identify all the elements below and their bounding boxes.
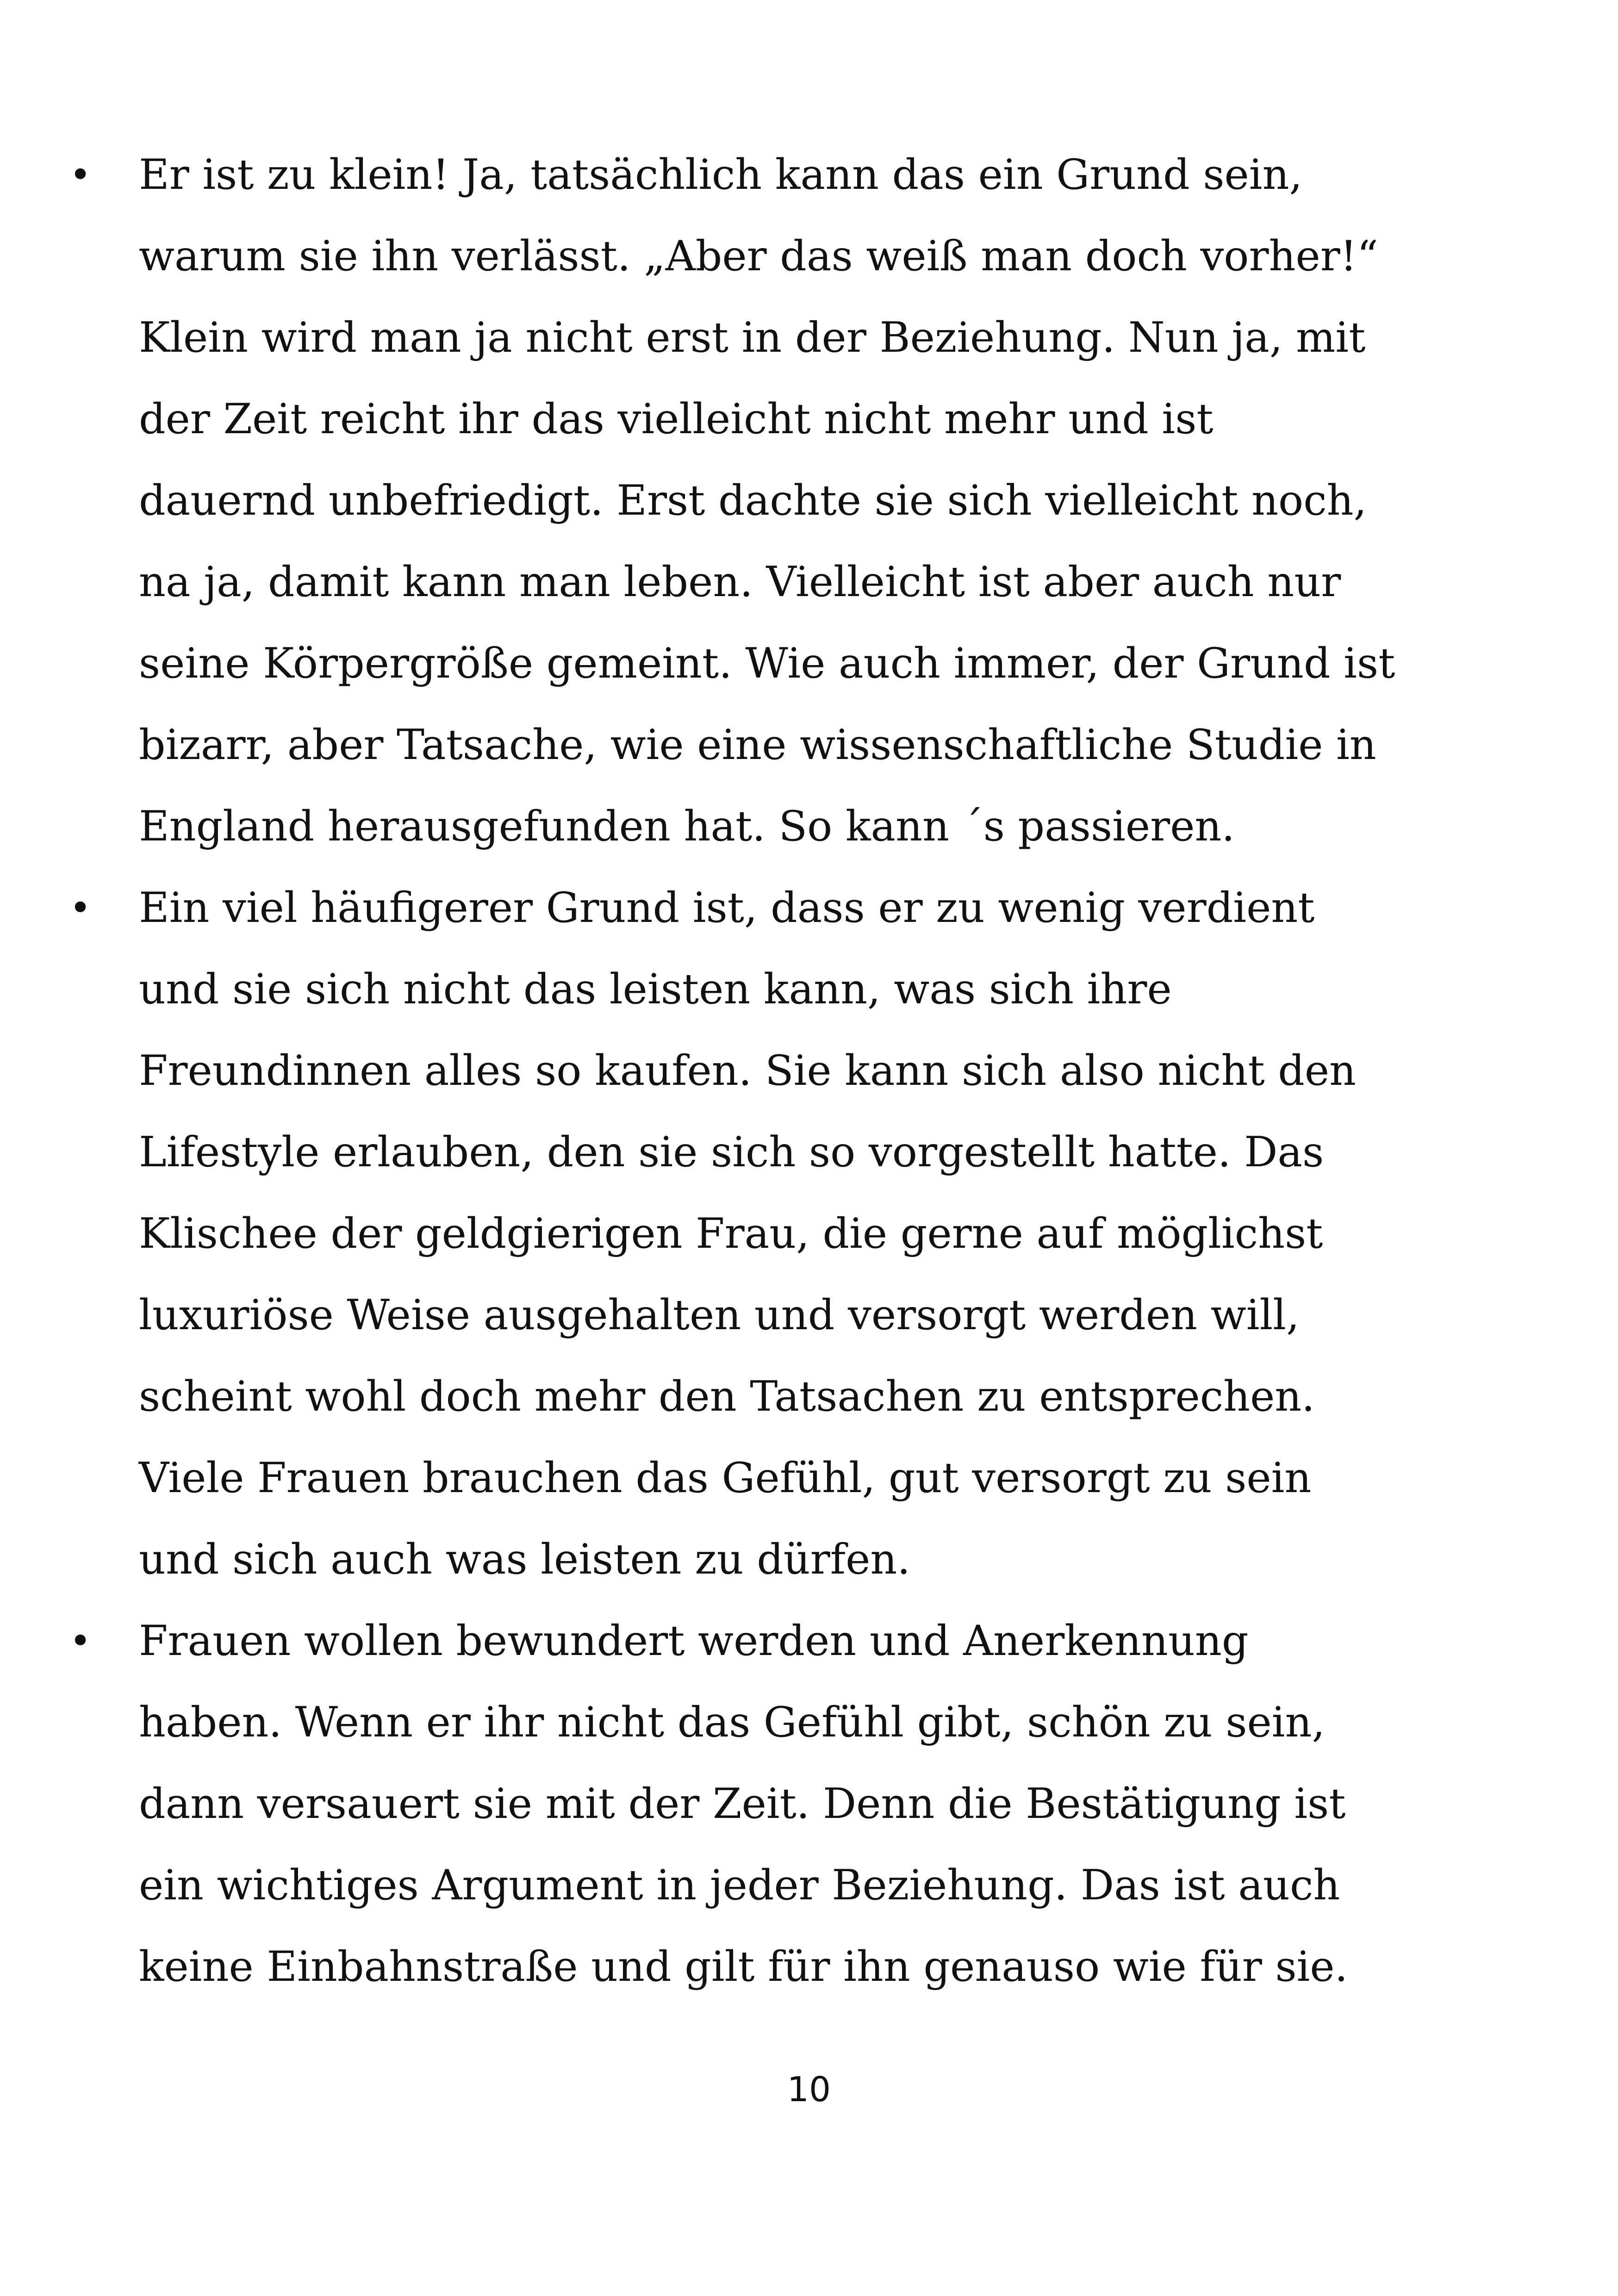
text-line: Er ist zu klein! Ja, tatsächlich kann das ein Grund sein,	[139, 150, 1303, 199]
text-line: seine Körpergröße gemeint. Wie auch immer, der Grund ist	[139, 639, 1395, 688]
text-line: Frauen wollen bewundert werden und Anerkennung	[139, 1617, 1249, 1665]
text-line: na ja, damit kann man leben. Vielleicht ist aber auch nur	[139, 558, 1341, 606]
text-line: Klischee der geldgierigen Frau, die gerne auf möglichst	[139, 1209, 1323, 1258]
bullet-item-1	[69, 134, 1518, 867]
bullet-paragraph-1	[139, 134, 1518, 867]
text-line: Freundinnen alles so kaufen. Sie kann sich also nicht den	[139, 1046, 1357, 1095]
text-line: und sie sich nicht das leisten kann, was sich ihre	[139, 965, 1172, 1014]
text-line: England herausgefunden hat. So kann ´s passieren.	[139, 802, 1235, 851]
bullet-list	[69, 134, 1518, 2008]
text-line: Lifestyle erlauben, den sie sich so vorgestellt hatte. Das	[139, 1128, 1324, 1176]
bullet-paragraph-3	[139, 1600, 1518, 2008]
text-line: dauernd unbefriedigt. Erst dachte sie sich vielleicht noch,	[139, 476, 1367, 525]
text-line: scheint wohl doch mehr den Tatsachen zu entsprechen.	[139, 1372, 1315, 1421]
text-line: haben. Wenn er ihr nicht das Gefühl gibt, schön zu sein,	[139, 1698, 1326, 1747]
text-line: warum sie ihn verlässt. „Aber das weiß man doch vorher!“	[139, 232, 1378, 280]
text-line: Klein wird man ja nicht erst in der Beziehung. Nun ja, mit	[139, 313, 1366, 362]
text-line: Viele Frauen brauchen das Gefühl, gut versorgt zu sein	[139, 1454, 1312, 1502]
text-line: bizarr, aber Tatsache, wie eine wissenschaftliche Studie in	[139, 721, 1376, 769]
page-number: 10	[787, 2070, 831, 2109]
text-line: keine Einbahnstraße und gilt für ihn genauso wie für sie.	[139, 1942, 1348, 1991]
text-line: ein wichtiges Argument in jeder Beziehung. Das ist auch	[139, 1861, 1340, 1910]
bullet-icon: •	[69, 153, 92, 196]
bullet-item-3	[69, 1600, 1518, 2008]
bullet-paragraph-2	[139, 867, 1518, 1600]
text-line: der Zeit reicht ihr das vielleicht nicht mehr und ist	[139, 395, 1214, 443]
text-line: luxuriöse Weise ausgehalten und versorgt werden will,	[139, 1291, 1300, 1339]
bullet-item-2	[69, 867, 1518, 1600]
bullet-icon: •	[69, 1619, 92, 1662]
bullet-icon: •	[69, 886, 92, 929]
text-line: Ein viel häufigerer Grund ist, dass er zu wenig verdient	[139, 884, 1315, 932]
text-line: und sich auch was leisten zu dürfen.	[139, 1535, 910, 1584]
text-line: dann versauert sie mit der Zeit. Denn die Bestätigung ist	[139, 1780, 1346, 1828]
